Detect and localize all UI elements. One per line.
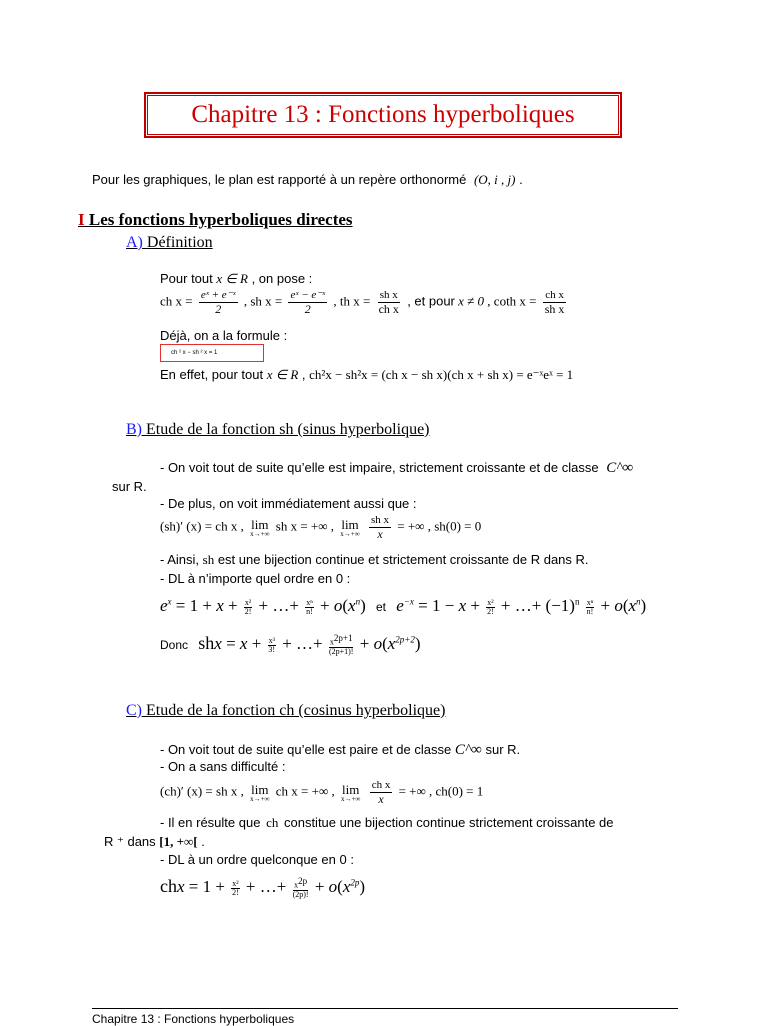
sh-p3a: - Ainsi,	[160, 552, 200, 567]
intro-paragraph: Pour les graphiques, le plan est rapporté à un repère orthonormé (O, i , j) .	[92, 172, 523, 187]
dl-ch: chx = 1 + $\frac{\text{x²}}{2!}$ + …+ $\frac{x^{2p}}{(2p)!}$ + $o(x^{2p})$	[160, 876, 366, 899]
lim-4	[341, 783, 360, 803]
sh-p3b: est une bijection continue et strictement croissante de R dans R.	[217, 552, 589, 567]
ch-lhs: ch x =	[160, 293, 193, 309]
definition-intro	[160, 271, 312, 287]
x-ne-0: x ≠ 0 ,	[458, 293, 491, 309]
ch-p4: - DL à un ordre quelconque en 0 :	[160, 852, 354, 867]
sh-p4: - DL à n’importe quel ordre en 0 :	[160, 571, 351, 586]
ch-symbol: ch	[266, 815, 279, 830]
c-infinity: C^∞	[606, 460, 634, 476]
ch-p1-text: - On voit tout de suite qu’elle est paire et de classe	[160, 742, 452, 757]
ch-p3a: - Il en résulte que	[160, 815, 261, 830]
ch-denominator: 2	[215, 301, 222, 316]
ch-p1b: sur R.	[485, 742, 521, 757]
lim-sub-2: x→+∞	[340, 529, 360, 538]
ch-p3b: constitue une bijection continue strictement croissante de	[283, 815, 614, 830]
ch-paragraph-1	[160, 742, 520, 759]
lim-2-fraction	[369, 515, 391, 540]
lim-3-expr: ch x = +∞ ,	[275, 783, 335, 799]
lim-4-den: x	[378, 791, 384, 806]
section-a-letter: A)	[126, 234, 143, 251]
boxed-formula: ch ² x − sh ² x = 1	[160, 344, 264, 362]
et-pour-text: , et pour	[407, 293, 455, 309]
lim-sub: x→+∞	[250, 529, 270, 538]
lim-2-num: sh x	[370, 514, 390, 526]
lim-4-num: ch x	[371, 779, 391, 791]
pour-tout-text: Pour tout	[160, 271, 213, 286]
ch-derivative: (ch)′ (x) = sh x ,	[160, 783, 244, 799]
footer-text: Chapitre 13 : Fonctions hyperboliques	[92, 1012, 295, 1026]
c-infinity-2: C^∞	[454, 742, 482, 758]
ch-p2: - On a sans difficulté :	[160, 759, 286, 774]
sh-denominator: 2	[304, 301, 311, 316]
lim-word-4: lim	[342, 781, 360, 797]
sh-lhs: , sh x =	[243, 293, 283, 309]
section-b-heading	[126, 421, 430, 439]
lim-sub-3: x→+∞	[250, 794, 270, 803]
lim-3	[250, 783, 269, 803]
lim-2-den: x	[377, 526, 383, 541]
ch-p3c: R ⁺ dans	[104, 834, 156, 849]
section-c-title: Etude de la fonction ch (cosinus hyperbolique)	[146, 702, 446, 719]
chapter-title: Chapitre 13 : Fonctions hyperboliques	[144, 92, 622, 138]
x-in-r: x ∈ R	[216, 271, 248, 286]
section-b-title: Etude de la fonction sh (sinus hyperbolique)	[146, 421, 430, 438]
deja-text: Déjà, on a la formule :	[160, 328, 288, 343]
sh-derivative-limits	[160, 515, 481, 540]
ch-p3	[160, 815, 614, 831]
lim-1	[250, 518, 269, 538]
section-1-numeral: I	[78, 210, 85, 229]
sh-symbol: sh	[202, 552, 215, 567]
sh-fraction	[288, 290, 327, 315]
section-c-letter: C)	[126, 702, 142, 719]
sh-paragraph-1	[160, 460, 633, 477]
hyperbolic-identity: ch²x − sh²x = (ch x − sh x)(ch x + sh x) = e⁻ˣeˣ = 1	[309, 367, 574, 382]
th-denominator: ch x	[378, 301, 399, 316]
lim-2-rhs: = +∞ , sh(0) = 0	[397, 518, 482, 534]
section-c-heading	[126, 702, 445, 720]
section-b-letter: B)	[126, 421, 142, 438]
lim-word: lim	[251, 516, 269, 532]
lim-1-expr: sh x = +∞ ,	[275, 518, 335, 534]
th-fraction	[377, 290, 401, 315]
sh-p2: - De plus, on voit immédiatement aussi que :	[160, 496, 417, 511]
lim-4-fraction	[370, 780, 393, 805]
dl-exp: $e^x = 1 + x$ + $\frac{\text{x²}}{2!}$ + …+ $\frac{\text{xⁿ}}{n!}$ + $o(x^n)$ et $e^{-x} = 1 - x$ + $\frac{\text{x²}}{2!}$ + …+ $(-1)^n$ $\frac{\text{xⁿ}}{n!}$ + $o(x^n)$	[160, 596, 647, 616]
coth-numerator: ch x	[545, 289, 564, 301]
section-a-heading	[126, 234, 213, 252]
sh-p3	[160, 552, 589, 568]
ch-derivative-limits	[160, 780, 483, 805]
definition-formulas	[160, 290, 569, 315]
section-a-title: Définition	[146, 234, 213, 251]
lim-4-rhs: = +∞ , ch(0) = 1	[398, 783, 484, 799]
sh-numerator: eˣ − e⁻ˣ	[290, 289, 326, 301]
x-in-r-2: x ∈ R	[266, 367, 299, 382]
en-effet-line: En effet, pour tout x ∈ R , ch²x − sh²x = (ch x − sh x)(ch x + sh x) = e⁻ˣeˣ = 1	[160, 367, 574, 382]
sh-p1b: sur R.	[112, 479, 147, 494]
donc-word: Donc	[160, 638, 189, 652]
section-1-heading	[78, 210, 353, 230]
dl-sh: Donc shx = x + $\frac{\text{x³}}{3!}$ + …+ $\frac{x^{2p+1}}{(2p+1)!}$ + $o(x^{2p+2})$	[160, 633, 421, 656]
section-1-title: Les fonctions hyperboliques directes	[88, 210, 353, 229]
sh-p1-text: - On voit tout de suite qu’elle est impaire, strictement croissante et de classe	[160, 460, 599, 475]
coth-lhs: coth x =	[493, 293, 537, 309]
lim-word-3: lim	[251, 781, 269, 797]
ch-p3-line2	[104, 834, 205, 850]
coth-fraction	[543, 290, 567, 315]
et-word: et	[375, 600, 386, 614]
en-effet-text: En effet, pour tout	[160, 367, 264, 382]
lim-sub-4: x→+∞	[340, 794, 361, 803]
sh-derivative: (sh)′ (x) = ch x ,	[160, 518, 244, 534]
th-lhs: , th x =	[333, 293, 371, 309]
intro-text: Pour les graphiques, le plan est rapporté à un repère orthonormé	[92, 172, 467, 187]
coth-denominator: sh x	[544, 301, 565, 316]
footer-divider	[92, 1008, 678, 1009]
ch-fraction	[199, 290, 238, 315]
ch-p3d: .	[201, 834, 205, 849]
on-pose-text: , on pose :	[251, 271, 313, 286]
ch-numerator: eˣ + e⁻ˣ	[200, 289, 236, 301]
lim-word-2: lim	[341, 516, 359, 532]
lim-2	[340, 518, 359, 538]
interval: [1, +∞[	[159, 834, 198, 849]
repere-notation: (O, i , j)	[473, 172, 516, 187]
th-numerator: sh x	[379, 289, 398, 301]
